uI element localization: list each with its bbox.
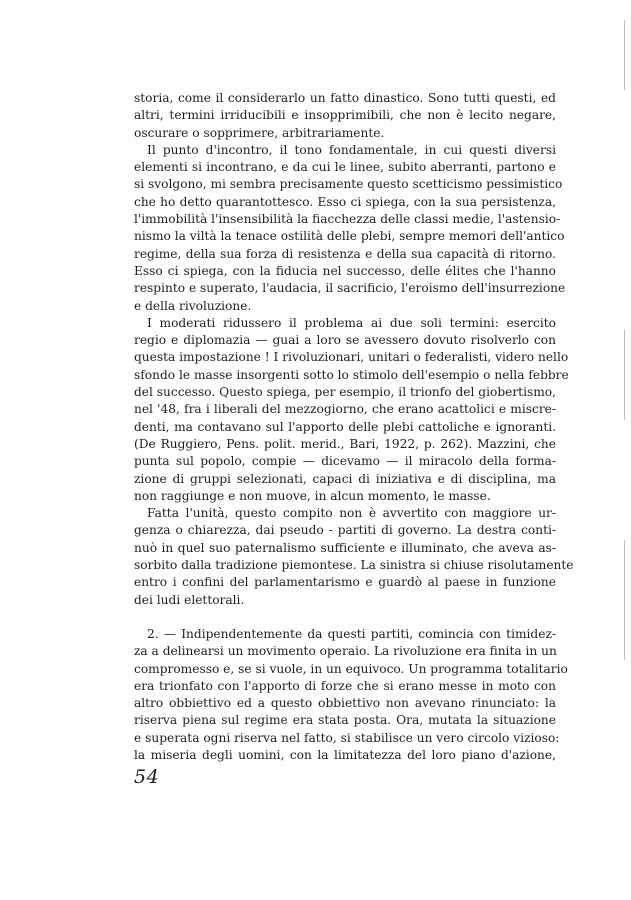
text-line: oscurare o sopprimere, arbitrariamente.: [134, 125, 385, 140]
text-line: compromesso e, se si vuole, in un equivoco. Un programma totalitario: [134, 661, 568, 676]
body-text: [134, 90, 574, 764]
text-line: altri, termini irriducibili e insopprimibili, che non è lecito negare,: [134, 108, 556, 123]
text-line: entro i confini del parlamentarismo e guardò al paese in funzione: [134, 575, 556, 590]
text-line: Il punto d'incontro, il tono fondamentale, in cui questi diversi: [147, 142, 556, 157]
text-line: denti, ma contavano sul l'apporto delle plebi cattoliche e ignoranti.: [134, 419, 556, 434]
text-line: regime, della sua forza di resistenza e della sua capacità di ritorno.: [134, 246, 556, 261]
section-gap: [134, 609, 556, 626]
page-number: 54: [134, 766, 160, 788]
page-edge-mark: [624, 540, 625, 660]
text-line: (De Ruggiero, Pens. polit. merid., Bari, 1922, p. 262). Mazzini, che: [134, 436, 556, 451]
text-line: si svolgono, mi sembra precisamente questo scetticismo pessimistico: [134, 177, 563, 192]
text-line: non raggiunge e non muove, in alcun momento, le masse.: [134, 488, 491, 503]
text-line: elementi si incontrano, e da cui le linee, subito aberranti, partono e: [134, 160, 556, 175]
text-line: respinto e superato, l'audacia, il sacrificio, l'eroismo dell'insurrezione: [134, 281, 566, 296]
text-line: nel '48, fra i liberali del mezzogiorno, che erano acattolici e miscre-: [134, 402, 556, 417]
text-line: riserva piena sul regime era stata posta. Ora, mutata la situazione: [134, 713, 556, 728]
text-line: questa impostazione ! I rivoluzionari, unitari o federalisti, videro nello: [134, 350, 569, 365]
text-line: altro obbiettivo ed a questo obbiettivo non avevano rinunciato: la: [134, 696, 556, 711]
text-line: del successo. Questo spiega, per esempio, il trionfo del giobertismo,: [134, 385, 556, 400]
text-line: e superata ogni riserva nel fatto, si stabilisce un vero circolo vizioso:: [134, 730, 560, 745]
text-line: la miseria degli uomini, con la limitatezza del loro piano d'azione,: [134, 747, 556, 762]
text-line: punta sul popolo, compie — dicevamo — il miracolo della forma-: [134, 454, 556, 469]
page-edge-mark: [624, 20, 625, 90]
text-line: za a delinearsi un movimento operaio. La rivoluzione era finita in un: [134, 644, 557, 659]
text-line: regio e diplomazia — guai a loro se avessero dovuto risolverlo con: [134, 333, 556, 348]
text-line: nuò in quel suo paternalismo sufficiente e illuminato, che aveva as-: [134, 540, 556, 555]
text-line: Fatta l'unità, questo compito non è avvertito con maggiore ur-: [147, 506, 556, 521]
text-line: Esso ci spiega, con la fiducia nel successo, delle élites che l'hanno: [134, 263, 556, 278]
text-line: l'immobilità l'insensibilità la fiacchezza delle classi medie, l'astensio-: [134, 212, 561, 227]
text-line: storia, come il considerarlo un fatto dinastico. Sono tutti questi, ed: [134, 91, 556, 105]
text-line: genza o chiarezza, dai pseudo - partiti di governo. La destra conti-: [134, 523, 556, 538]
text-line: era trionfato con l'apporto di forze che si erano messe in moto con: [134, 678, 556, 693]
text-line: 2. — Indipendentemente da questi partiti, comincia con timidez-: [147, 626, 556, 641]
text-line: che ho detto quarantottesco. Esso ci spiega, con la sua persistenza,: [134, 194, 556, 209]
text-line: I moderati ridussero il problema ai due soli termini: esercito: [147, 315, 556, 330]
page-edge-mark: [624, 330, 625, 420]
text-line: e della rivoluzione.: [134, 298, 252, 313]
text-line: sfondo le masse insorgenti sotto lo stimolo dell'esempio o nella febbre: [134, 367, 569, 382]
text-line: dei ludi elettorali.: [134, 592, 245, 607]
text-line: sorbito dalla tradizione piemontese. La sinistra si chiuse risolutamente: [134, 558, 574, 573]
text-line: zione di gruppi selezionati, capaci di iniziativa e di disciplina, ma: [134, 471, 556, 486]
text-line: nismo la viltà la tenace ostilità delle plebi, sempre memori dell'antico: [134, 229, 565, 244]
